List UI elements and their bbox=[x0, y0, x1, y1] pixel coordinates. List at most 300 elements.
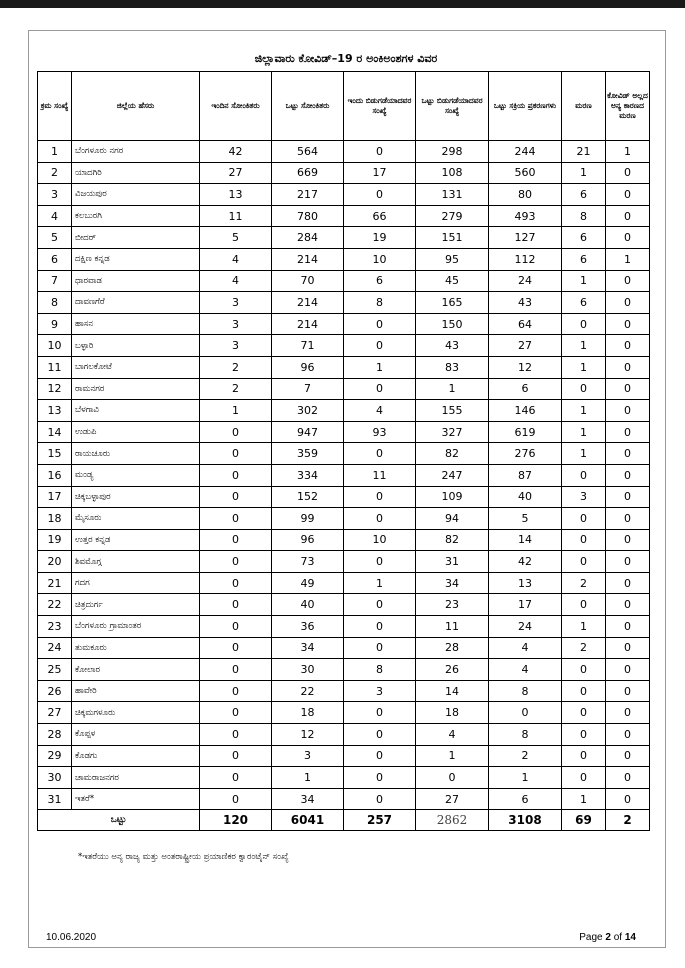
cell-value: 0 bbox=[200, 529, 272, 551]
cell-value: 94 bbox=[416, 508, 489, 530]
cell-value: 0 bbox=[200, 572, 272, 594]
cell-value: 131 bbox=[416, 184, 489, 206]
cell-value: 0 bbox=[606, 724, 650, 746]
cell-value: 3 bbox=[272, 745, 344, 767]
cell-value: 40 bbox=[272, 594, 344, 616]
header-row bbox=[38, 72, 650, 141]
table-row bbox=[38, 551, 650, 573]
cell-serial: 17 bbox=[38, 486, 72, 508]
cell-district: ಬೆಂಗಳೂರು ಗ್ರಾಮಾಂತರ bbox=[72, 616, 200, 638]
cell-serial: 21 bbox=[38, 572, 72, 594]
cell-value: 2 bbox=[200, 356, 272, 378]
cell-serial: 12 bbox=[38, 378, 72, 400]
table-row bbox=[38, 659, 650, 681]
cell-value: 0 bbox=[200, 680, 272, 702]
cell-value: 83 bbox=[416, 356, 489, 378]
cell-value: 13 bbox=[489, 572, 562, 594]
top-bar bbox=[0, 0, 685, 8]
cell-value: 28 bbox=[416, 637, 489, 659]
cell-value: 0 bbox=[606, 702, 650, 724]
cell-value: 45 bbox=[416, 270, 489, 292]
cell-value: 165 bbox=[416, 292, 489, 314]
cell-value: 780 bbox=[272, 205, 344, 227]
cell-value: 0 bbox=[200, 551, 272, 573]
cell-serial: 25 bbox=[38, 659, 72, 681]
cell-value: 0 bbox=[606, 205, 650, 227]
cell-value: 214 bbox=[272, 313, 344, 335]
cell-value: 3 bbox=[200, 335, 272, 357]
cell-serial: 1 bbox=[38, 141, 72, 163]
cell-district: ರಾಮನಗರ bbox=[72, 378, 200, 400]
cell-value: 1 bbox=[562, 356, 606, 378]
cell-serial: 29 bbox=[38, 745, 72, 767]
table-row bbox=[38, 292, 650, 314]
cell-value: 0 bbox=[562, 724, 606, 746]
cell-value: 284 bbox=[272, 227, 344, 249]
cell-value: 0 bbox=[606, 551, 650, 573]
cell-value: 49 bbox=[272, 572, 344, 594]
table-row bbox=[38, 421, 650, 443]
table-row bbox=[38, 508, 650, 530]
cell-serial: 11 bbox=[38, 356, 72, 378]
cell-value: 151 bbox=[416, 227, 489, 249]
cell-value: 155 bbox=[416, 400, 489, 422]
cell-serial: 13 bbox=[38, 400, 72, 422]
cell-value: 0 bbox=[344, 594, 416, 616]
cell-value: 150 bbox=[416, 313, 489, 335]
cell-value: 0 bbox=[606, 443, 650, 465]
table-row bbox=[38, 162, 650, 184]
cell-serial: 20 bbox=[38, 551, 72, 573]
cell-value: 127 bbox=[489, 227, 562, 249]
total-active: 3108 bbox=[489, 810, 562, 831]
cell-value: 302 bbox=[272, 400, 344, 422]
cell-district: ಚಿತ್ರದುರ್ಗ bbox=[72, 594, 200, 616]
cell-value: 0 bbox=[606, 594, 650, 616]
header-today-discharged: ಇಂದು ಬಿಡುಗಡೆಯಾದವರ ಸಂಖ್ಯೆ bbox=[344, 72, 416, 141]
cell-value: 5 bbox=[200, 227, 272, 249]
cell-value: 43 bbox=[416, 335, 489, 357]
cell-district: ಬೀದರ್ bbox=[72, 227, 200, 249]
cell-value: 0 bbox=[606, 508, 650, 530]
cell-value: 22 bbox=[272, 680, 344, 702]
cell-value: 1 bbox=[344, 572, 416, 594]
table-row bbox=[38, 724, 650, 746]
cell-value: 3 bbox=[200, 292, 272, 314]
cell-value: 0 bbox=[200, 659, 272, 681]
cell-value: 1 bbox=[416, 378, 489, 400]
cell-value: 3 bbox=[344, 680, 416, 702]
cell-value: 18 bbox=[272, 702, 344, 724]
cell-serial: 14 bbox=[38, 421, 72, 443]
cell-value: 4 bbox=[200, 270, 272, 292]
table-row bbox=[38, 572, 650, 594]
header-non-covid-deaths: ಕೋವಿಡ್ ಅಲ್ಲದ ಅನ್ಯ ಕಾರಣದ ಮರಣ bbox=[606, 72, 650, 141]
cell-district: ಹಾಸನ bbox=[72, 313, 200, 335]
cell-value: 334 bbox=[272, 464, 344, 486]
cell-value: 0 bbox=[606, 788, 650, 810]
cell-value: 0 bbox=[344, 724, 416, 746]
cell-serial: 3 bbox=[38, 184, 72, 206]
cell-value: 0 bbox=[200, 702, 272, 724]
cell-value: 2 bbox=[489, 745, 562, 767]
cell-value: 34 bbox=[272, 637, 344, 659]
cell-value: 152 bbox=[272, 486, 344, 508]
cell-district: ರಾಯಚೂರು bbox=[72, 443, 200, 465]
cell-value: 0 bbox=[200, 788, 272, 810]
total-deaths: 69 bbox=[562, 810, 606, 831]
table-row bbox=[38, 443, 650, 465]
cell-value: 1 bbox=[344, 356, 416, 378]
cell-value: 0 bbox=[344, 378, 416, 400]
cell-value: 0 bbox=[200, 443, 272, 465]
table-row bbox=[38, 616, 650, 638]
cell-serial: 4 bbox=[38, 205, 72, 227]
cell-value: 0 bbox=[344, 486, 416, 508]
cell-value: 214 bbox=[272, 292, 344, 314]
cell-serial: 30 bbox=[38, 767, 72, 789]
cell-serial: 9 bbox=[38, 313, 72, 335]
table-row bbox=[38, 205, 650, 227]
cell-value: 27 bbox=[416, 788, 489, 810]
cell-value: 0 bbox=[606, 745, 650, 767]
cell-value: 0 bbox=[606, 421, 650, 443]
cell-value: 0 bbox=[344, 702, 416, 724]
cell-value: 24 bbox=[489, 616, 562, 638]
cell-value: 19 bbox=[344, 227, 416, 249]
cell-value: 1 bbox=[416, 745, 489, 767]
cell-value: 0 bbox=[562, 529, 606, 551]
cell-value: 0 bbox=[200, 508, 272, 530]
cell-serial: 8 bbox=[38, 292, 72, 314]
cell-value: 0 bbox=[606, 162, 650, 184]
cell-value: 1 bbox=[562, 788, 606, 810]
cell-value: 34 bbox=[272, 788, 344, 810]
header-total-discharged: ಒಟ್ಟು ಬಿಡುಗಡೆಯಾದವರ ಸಂಖ್ಯೆ bbox=[416, 72, 489, 141]
total-today-discharged: 257 bbox=[344, 810, 416, 831]
cell-value: 1 bbox=[562, 421, 606, 443]
cell-serial: 31 bbox=[38, 788, 72, 810]
table-row bbox=[38, 184, 650, 206]
cell-value: 4 bbox=[200, 248, 272, 270]
cell-district: ಬೆಂಗಳೂರು ನಗರ bbox=[72, 141, 200, 163]
cell-value: 0 bbox=[562, 464, 606, 486]
cell-value: 0 bbox=[344, 767, 416, 789]
cell-value: 96 bbox=[272, 529, 344, 551]
cell-district: ಹಾವೇರಿ bbox=[72, 680, 200, 702]
cell-district: ಕೊಪ್ಪಳ bbox=[72, 724, 200, 746]
cell-value: 93 bbox=[344, 421, 416, 443]
cell-value: 0 bbox=[606, 486, 650, 508]
cell-district: ಕೊಡಗು bbox=[72, 745, 200, 767]
cell-value: 0 bbox=[606, 227, 650, 249]
table-row bbox=[38, 745, 650, 767]
header-active-cases: ಒಟ್ಟು ಸಕ್ರಿಯ ಪ್ರಕರಣಗಳು bbox=[489, 72, 562, 141]
cell-value: 109 bbox=[416, 486, 489, 508]
cell-district: ಚಿಕ್ಕಬಳ್ಳಾಪುರ bbox=[72, 486, 200, 508]
cell-value: 43 bbox=[489, 292, 562, 314]
cell-district: ಉತ್ತರ ಕನ್ನಡ bbox=[72, 529, 200, 551]
cell-value: 6 bbox=[489, 788, 562, 810]
cell-value: 0 bbox=[562, 551, 606, 573]
cell-value: 0 bbox=[606, 356, 650, 378]
cell-district: ಚಿಕ್ಕಮಗಳೂರು bbox=[72, 702, 200, 724]
total-label: ಒಟ್ಟು bbox=[38, 810, 200, 831]
cell-value: 4 bbox=[489, 659, 562, 681]
cell-value: 1 bbox=[562, 162, 606, 184]
cell-district: ಗದಗ bbox=[72, 572, 200, 594]
cell-value: 0 bbox=[489, 702, 562, 724]
table-row bbox=[38, 378, 650, 400]
cell-value: 1 bbox=[562, 616, 606, 638]
page-prefix: Page bbox=[579, 932, 606, 943]
table-row bbox=[38, 788, 650, 810]
district-statistics-table bbox=[37, 71, 650, 831]
cell-value: 2 bbox=[200, 378, 272, 400]
cell-value: 0 bbox=[606, 378, 650, 400]
cell-value: 17 bbox=[344, 162, 416, 184]
cell-value: 8 bbox=[344, 659, 416, 681]
cell-value: 0 bbox=[344, 443, 416, 465]
cell-serial: 18 bbox=[38, 508, 72, 530]
cell-value: 42 bbox=[200, 141, 272, 163]
cell-serial: 28 bbox=[38, 724, 72, 746]
table-row bbox=[38, 594, 650, 616]
cell-value: 66 bbox=[344, 205, 416, 227]
cell-value: 0 bbox=[562, 659, 606, 681]
cell-value: 0 bbox=[562, 594, 606, 616]
cell-value: 1 bbox=[562, 270, 606, 292]
table-row bbox=[38, 141, 650, 163]
page-sep: of bbox=[610, 932, 625, 943]
cell-value: 4 bbox=[489, 637, 562, 659]
cell-value: 1 bbox=[272, 767, 344, 789]
cell-serial: 6 bbox=[38, 248, 72, 270]
cell-serial: 22 bbox=[38, 594, 72, 616]
cell-value: 0 bbox=[606, 313, 650, 335]
cell-district: ದಕ್ಷಿಣ ಕನ್ನಡ bbox=[72, 248, 200, 270]
cell-value: 1 bbox=[562, 400, 606, 422]
cell-district: ತುಮಕೂರು bbox=[72, 637, 200, 659]
cell-serial: 24 bbox=[38, 637, 72, 659]
cell-value: 0 bbox=[606, 767, 650, 789]
cell-value: 6 bbox=[489, 378, 562, 400]
cell-value: 6 bbox=[562, 227, 606, 249]
total-today-infected: 120 bbox=[200, 810, 272, 831]
cell-value: 0 bbox=[562, 745, 606, 767]
cell-serial: 7 bbox=[38, 270, 72, 292]
cell-value: 14 bbox=[416, 680, 489, 702]
table-row bbox=[38, 227, 650, 249]
cell-value: 244 bbox=[489, 141, 562, 163]
cell-value: 6 bbox=[562, 184, 606, 206]
cell-value: 0 bbox=[562, 702, 606, 724]
cell-value: 12 bbox=[272, 724, 344, 746]
header-today-infected: ಇಂದಿನ ಸೋಂಕಿತರು bbox=[200, 72, 272, 141]
cell-district: ಮಂಡ್ಯ bbox=[72, 464, 200, 486]
cell-value: 0 bbox=[344, 313, 416, 335]
cell-value: 0 bbox=[562, 508, 606, 530]
cell-value: 276 bbox=[489, 443, 562, 465]
cell-value: 70 bbox=[272, 270, 344, 292]
cell-value: 217 bbox=[272, 184, 344, 206]
cell-value: 669 bbox=[272, 162, 344, 184]
cell-value: 0 bbox=[562, 767, 606, 789]
total-row bbox=[38, 810, 650, 831]
cell-value: 11 bbox=[200, 205, 272, 227]
cell-value: 0 bbox=[606, 572, 650, 594]
cell-value: 11 bbox=[344, 464, 416, 486]
cell-value: 1 bbox=[606, 141, 650, 163]
cell-value: 1 bbox=[606, 248, 650, 270]
cell-value: 71 bbox=[272, 335, 344, 357]
cell-serial: 16 bbox=[38, 464, 72, 486]
page-title: ಜಿಲ್ಲಾವಾರು ಕೋವಿಡ್–19 ರ ಅಂಕಿಅಂಶಗಳ ವಿವರ bbox=[254, 52, 438, 65]
cell-value: 0 bbox=[606, 659, 650, 681]
header-district: ಜಿಲ್ಲೆಯ ಹೆಸರು bbox=[72, 72, 200, 141]
cell-value: 1 bbox=[200, 400, 272, 422]
cell-value: 947 bbox=[272, 421, 344, 443]
cell-value: 1 bbox=[562, 443, 606, 465]
cell-value: 1 bbox=[489, 767, 562, 789]
cell-serial: 23 bbox=[38, 616, 72, 638]
cell-value: 0 bbox=[606, 400, 650, 422]
cell-value: 30 bbox=[272, 659, 344, 681]
cell-district: ವಿಜಯಪುರ bbox=[72, 184, 200, 206]
cell-serial: 5 bbox=[38, 227, 72, 249]
cell-value: 7 bbox=[272, 378, 344, 400]
cell-value: 0 bbox=[344, 788, 416, 810]
table-row bbox=[38, 702, 650, 724]
table-row bbox=[38, 486, 650, 508]
cell-value: 0 bbox=[562, 313, 606, 335]
table-row bbox=[38, 680, 650, 702]
cell-value: 36 bbox=[272, 616, 344, 638]
table-row bbox=[38, 400, 650, 422]
cell-value: 2 bbox=[562, 572, 606, 594]
header-deaths: ಮರಣ bbox=[562, 72, 606, 141]
table-row bbox=[38, 335, 650, 357]
table-row bbox=[38, 313, 650, 335]
cell-value: 0 bbox=[606, 680, 650, 702]
cell-value: 34 bbox=[416, 572, 489, 594]
cell-value: 146 bbox=[489, 400, 562, 422]
header-total-infected: ಒಟ್ಟು ಸೋಂಕಿತರು bbox=[272, 72, 344, 141]
cell-value: 2 bbox=[562, 637, 606, 659]
total-infected: 6041 bbox=[272, 810, 344, 831]
cell-district: ಕೋಲಾರ bbox=[72, 659, 200, 681]
cell-district: ಕಲಬುರಗಿ bbox=[72, 205, 200, 227]
cell-value: 6 bbox=[562, 248, 606, 270]
cell-value: 0 bbox=[606, 464, 650, 486]
cell-value: 279 bbox=[416, 205, 489, 227]
cell-district: ಮೈಸೂರು bbox=[72, 508, 200, 530]
cell-value: 359 bbox=[272, 443, 344, 465]
cell-value: 4 bbox=[416, 724, 489, 746]
table-body bbox=[38, 141, 650, 810]
cell-value: 0 bbox=[200, 767, 272, 789]
page-total: 14 bbox=[624, 932, 636, 943]
table-row bbox=[38, 637, 650, 659]
cell-value: 0 bbox=[200, 464, 272, 486]
report-date: 10.06.2020 bbox=[46, 932, 97, 943]
cell-district: ಶಿವಮೊಗ್ಗ bbox=[72, 551, 200, 573]
cell-value: 4 bbox=[344, 400, 416, 422]
cell-value: 0 bbox=[200, 616, 272, 638]
cell-value: 0 bbox=[606, 529, 650, 551]
cell-value: 31 bbox=[416, 551, 489, 573]
cell-value: 0 bbox=[416, 767, 489, 789]
cell-value: 5 bbox=[489, 508, 562, 530]
cell-district: ಚಾಮರಾಜನಗರ bbox=[72, 767, 200, 789]
table-row bbox=[38, 767, 650, 789]
cell-value: 8 bbox=[489, 724, 562, 746]
cell-value: 0 bbox=[606, 616, 650, 638]
cell-value: 6 bbox=[562, 292, 606, 314]
cell-value: 0 bbox=[344, 637, 416, 659]
page-current: 2 bbox=[605, 932, 611, 943]
cell-serial: 2 bbox=[38, 162, 72, 184]
cell-value: 619 bbox=[489, 421, 562, 443]
cell-value: 40 bbox=[489, 486, 562, 508]
cell-value: 23 bbox=[416, 594, 489, 616]
cell-value: 82 bbox=[416, 529, 489, 551]
cell-value: 298 bbox=[416, 141, 489, 163]
total-non-covid-deaths: 2 bbox=[606, 810, 650, 831]
cell-value: 0 bbox=[200, 421, 272, 443]
cell-district: ಬಾಗಲಕೋಟೆ bbox=[72, 356, 200, 378]
table-row bbox=[38, 464, 650, 486]
cell-value: 108 bbox=[416, 162, 489, 184]
cell-district: ಬಳ್ಳಾರಿ bbox=[72, 335, 200, 357]
cell-value: 3 bbox=[562, 486, 606, 508]
cell-value: 95 bbox=[416, 248, 489, 270]
cell-value: 0 bbox=[200, 486, 272, 508]
cell-value: 112 bbox=[489, 248, 562, 270]
cell-value: 327 bbox=[416, 421, 489, 443]
cell-value: 0 bbox=[344, 616, 416, 638]
cell-value: 12 bbox=[489, 356, 562, 378]
cell-value: 80 bbox=[489, 184, 562, 206]
cell-value: 99 bbox=[272, 508, 344, 530]
cell-district: ಉಡುಪಿ bbox=[72, 421, 200, 443]
cell-value: 64 bbox=[489, 313, 562, 335]
cell-value: 560 bbox=[489, 162, 562, 184]
cell-value: 6 bbox=[344, 270, 416, 292]
cell-value: 8 bbox=[344, 292, 416, 314]
cell-value: 0 bbox=[344, 508, 416, 530]
cell-value: 0 bbox=[344, 745, 416, 767]
cell-district: ಯಾದಗಿರಿ bbox=[72, 162, 200, 184]
cell-district: ಇತರೆ* bbox=[72, 788, 200, 810]
table-row bbox=[38, 270, 650, 292]
cell-value: 0 bbox=[344, 551, 416, 573]
cell-value: 14 bbox=[489, 529, 562, 551]
cell-value: 26 bbox=[416, 659, 489, 681]
cell-value: 27 bbox=[200, 162, 272, 184]
cell-value: 82 bbox=[416, 443, 489, 465]
cell-value: 73 bbox=[272, 551, 344, 573]
cell-value: 42 bbox=[489, 551, 562, 573]
cell-value: 18 bbox=[416, 702, 489, 724]
cell-serial: 10 bbox=[38, 335, 72, 357]
cell-value: 0 bbox=[344, 141, 416, 163]
cell-value: 1 bbox=[562, 335, 606, 357]
table-row bbox=[38, 248, 650, 270]
cell-value: 564 bbox=[272, 141, 344, 163]
cell-value: 0 bbox=[562, 378, 606, 400]
cell-value: 11 bbox=[416, 616, 489, 638]
